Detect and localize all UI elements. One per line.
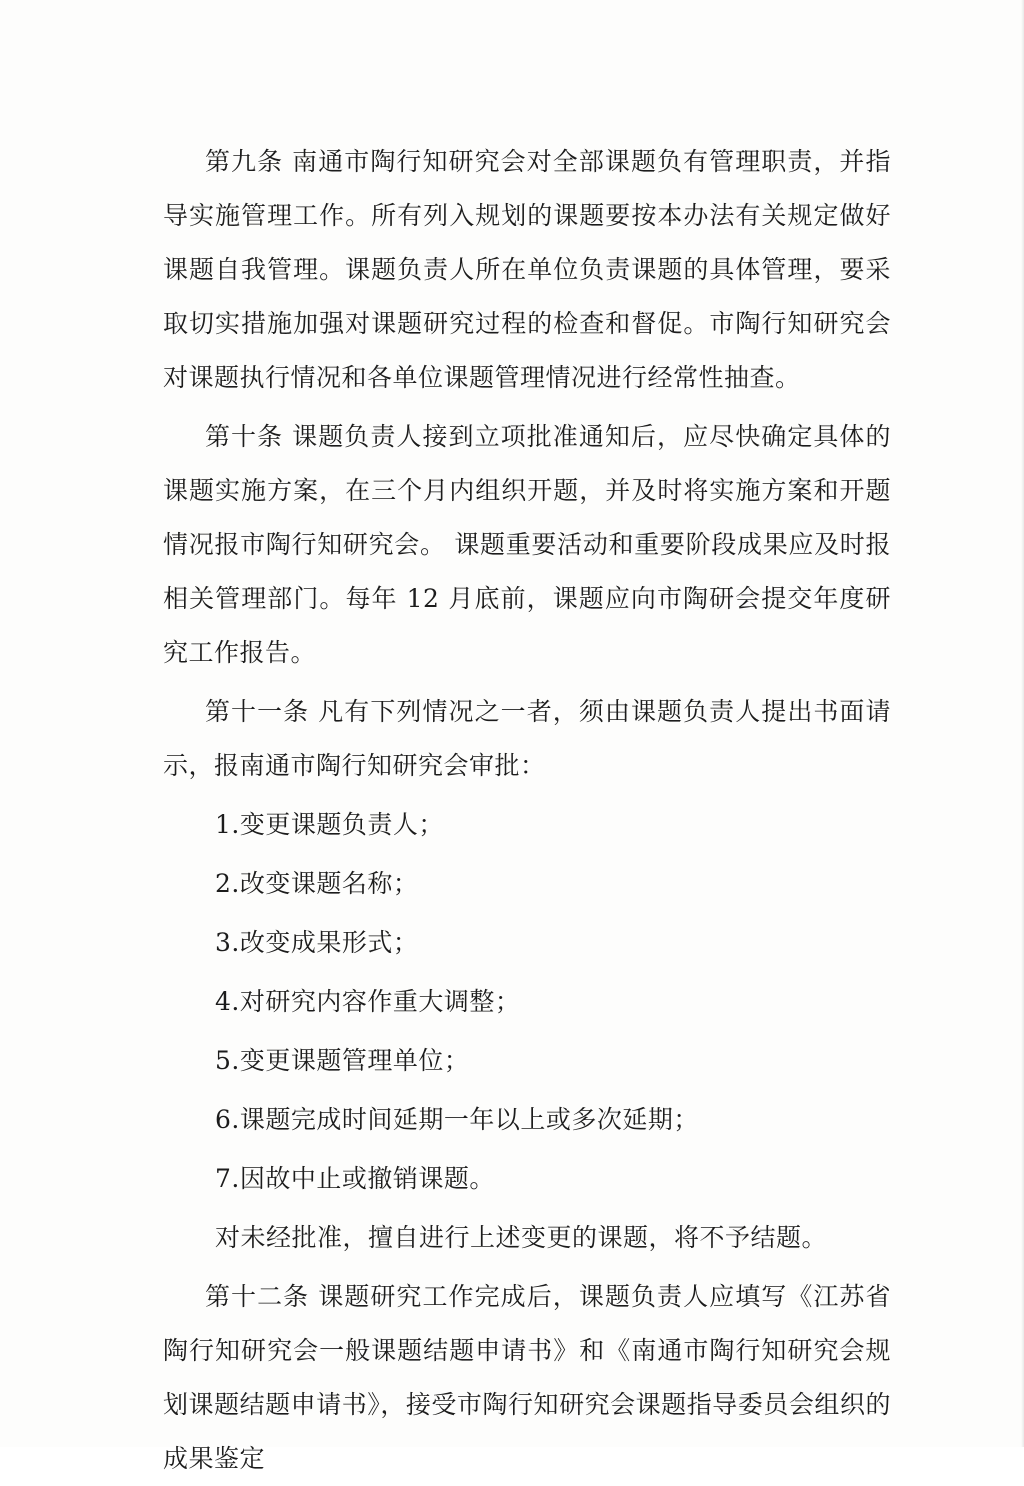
list-item: 4.对研究内容作重大调整；	[215, 987, 521, 1016]
list-item: 7.因故中止或撤销课题。	[215, 1164, 495, 1193]
list-item: 3.改变成果形式；	[215, 928, 419, 957]
article-11-paragraph: 第十一条 凡有下列情况之一者，须由课题负责人提出书面请示，报南通市陶行知研究会审批：	[163, 697, 891, 780]
list-item: 6.课题完成时间延期一年以上或多次延期；	[215, 1105, 699, 1134]
list-item: 1.变更课题负责人；	[215, 810, 444, 839]
article-12-paragraph: 第十二条 课题研究工作完成后，课题负责人应填写《江苏省陶行知研究会一般课题结题申请书》和《南通市陶行知研究会规划课题结题申请书》，接受市陶行知研究会课题指导委员会组织的成果鉴定	[163, 1282, 891, 1473]
document-body	[163, 135, 891, 1486]
unapproved-change-note: 对未经批准，擅自进行上述变更的课题，将不予结题。	[215, 1223, 828, 1252]
article-10-paragraph: 第十条 课题负责人接到立项批准通知后，应尽快确定具体的课题实施方案，在三个月内组织开题，并及时将实施方案和开题情况报市陶行知研究会。 课题重要活动和重要阶段成果应及时报相关管理部门。每年 12 月底前，课题应向市陶研会提交年度研究工作报告。	[163, 422, 891, 667]
article-9-paragraph: 第九条 南通市陶行知研究会对全部课题负有管理职责，并指导实施管理工作。所有列入规划的课题要按本办法有关规定做好课题自我管理。课题负责人所在单位负责课题的具体管理，要采取切实措施加强对课题研究过程的检查和督促。市陶行知研究会对课题执行情况和各单位课题管理情况进行经常性抽查。	[163, 147, 891, 392]
list-item: 5.变更课题管理单位；	[215, 1046, 470, 1075]
list-item: 2.改变课题名称；	[215, 869, 419, 898]
